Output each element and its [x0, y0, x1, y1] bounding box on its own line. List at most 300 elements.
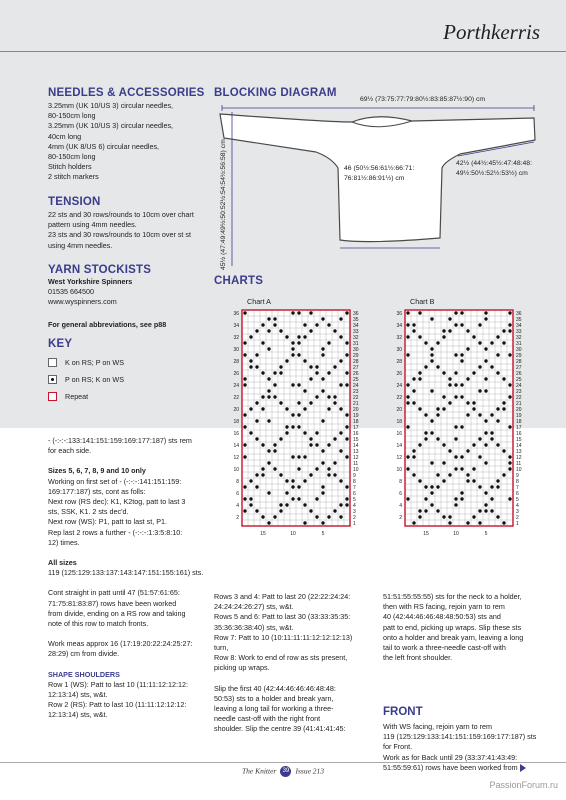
instructions-column-3: [383, 592, 523, 673]
purl-dot: [267, 491, 270, 494]
purl-dot: [496, 419, 499, 422]
purl-dot: [315, 371, 318, 374]
chart-a: [226, 308, 376, 558]
purl-dot: [291, 341, 294, 344]
row-label: 15: [353, 437, 359, 443]
row-label: 1: [353, 521, 356, 527]
row-label: 4: [516, 503, 519, 509]
yarn-heading: YARN STOCKISTS: [48, 264, 152, 276]
row-label: 4: [399, 503, 402, 509]
text-line: onto a holder and break yarn, leaving a long: [383, 632, 524, 642]
chart-a-caption: Chart A: [247, 297, 271, 306]
row-label: 29: [516, 353, 522, 359]
watermark: PassionForum.ru: [489, 780, 558, 790]
purl-dot: [406, 467, 409, 470]
purl-dot: [249, 407, 252, 410]
purl-dot: [478, 365, 481, 368]
purl-dot: [442, 479, 445, 482]
purl-dot: [448, 383, 451, 386]
purl-dot: [454, 497, 457, 500]
purl-dot: [333, 473, 336, 476]
row-label: 20: [396, 407, 402, 413]
purl-dot: [460, 383, 463, 386]
blocking-width-label: 69½ (73:75:77:79:80½:83:85:87½:90) cm: [360, 96, 486, 103]
row-label: 5: [353, 497, 356, 503]
purl-dot: [484, 419, 487, 422]
purl-dot: [406, 455, 409, 458]
purl-dot: [490, 341, 493, 344]
purl-dot: [297, 383, 300, 386]
purl-dot: [339, 479, 342, 482]
purl-dot: [460, 323, 463, 326]
red-square-icon: [48, 392, 57, 401]
purl-dot: [243, 497, 246, 500]
text-line: note of this row to match fronts.: [48, 619, 149, 629]
purl-dot: [436, 407, 439, 410]
purl-dot: [291, 497, 294, 500]
row-label: 34: [396, 323, 402, 329]
row-label: 15: [516, 437, 522, 443]
tension-line: pattern using 4mm needles.: [48, 220, 137, 230]
purl-dot: [490, 485, 493, 488]
purl-dot: [442, 461, 445, 464]
row-label: 32: [396, 335, 402, 341]
text-line: 50:53) sts to a holder and break yarn,: [214, 693, 334, 703]
row-label: 10: [396, 467, 402, 473]
magazine-name: The Knitter: [241, 766, 277, 776]
purl-dot: [273, 317, 276, 320]
purl-dot: [484, 389, 487, 392]
purl-dot: [291, 413, 294, 416]
purl-dot: [321, 347, 324, 350]
purl-dot: [424, 509, 427, 512]
row-label: 10: [353, 467, 359, 473]
purl-dot: [448, 401, 451, 404]
row-label: 30: [396, 347, 402, 353]
text-line: Work as for Back until 29 (33:37:41:43:49:: [383, 752, 518, 762]
purl-dot: [460, 425, 463, 428]
purl-dot: [472, 335, 475, 338]
purl-dot: [315, 443, 318, 446]
needles-line: Stitch holders: [48, 162, 92, 172]
purl-dot: [285, 359, 288, 362]
row-label: 30: [516, 347, 522, 353]
purl-dot: [255, 365, 258, 368]
purl-dot: [327, 395, 330, 398]
purl-dot: [321, 449, 324, 452]
row-label: 34: [233, 323, 239, 329]
purl-dot: [327, 467, 330, 470]
row-label: 17: [353, 425, 359, 431]
row-label: 9: [516, 473, 519, 479]
col-label: 5: [321, 531, 325, 537]
purl-dot: [303, 521, 306, 524]
col-label: 15: [423, 531, 429, 537]
title-divider: [0, 51, 566, 52]
purl-dot: [261, 395, 264, 398]
purl-dot: [460, 395, 463, 398]
purl-dot: [291, 479, 294, 482]
row-label: 14: [396, 443, 402, 449]
purl-dot: [436, 473, 439, 476]
purl-dot: [430, 317, 433, 320]
row-label: 13: [516, 449, 522, 455]
purl-dot: [303, 323, 306, 326]
purl-dot: [321, 317, 324, 320]
purl-dot: [436, 485, 439, 488]
row-label: 24: [233, 383, 239, 389]
row-label: 24: [396, 383, 402, 389]
purl-dot: [279, 401, 282, 404]
purl-dot: [327, 473, 330, 476]
purl-dot: [297, 335, 300, 338]
purl-dot: [297, 485, 300, 488]
purl-dot: [406, 323, 409, 326]
purl-dot: [339, 503, 342, 506]
text-line: 12) times.: [48, 537, 80, 547]
row-label: 23: [353, 389, 359, 395]
purl-dot: [243, 311, 246, 314]
purl-dot: [291, 383, 294, 386]
purl-dot: [430, 359, 433, 362]
text-line: Rows 3 and 4: Patt to last 20 (22:22:24:24:: [214, 592, 351, 601]
purl-dot: [321, 461, 324, 464]
purl-dot: [279, 473, 282, 476]
key-item: [48, 373, 124, 385]
purl-dot: [255, 509, 258, 512]
purl-dot: [243, 443, 246, 446]
purl-dot: [502, 449, 505, 452]
row-label: 33: [353, 329, 359, 335]
purl-dot: [490, 509, 493, 512]
purl-dot: [406, 395, 409, 398]
purl-dot: [291, 455, 294, 458]
needles-line: 80-150cm long: [48, 152, 96, 162]
purl-dot: [303, 407, 306, 410]
purl-dot: [285, 335, 288, 338]
text-line: Rep last 2 rows a further - (-:-:-:1:3:5:8:10:: [48, 527, 183, 537]
purl-dot: [309, 401, 312, 404]
row-label: 32: [353, 335, 359, 341]
row-label: 26: [233, 371, 239, 377]
purl-dot: [472, 371, 475, 374]
purl-dot: [309, 473, 312, 476]
purl-dot: [466, 401, 469, 404]
purl-dot: [478, 455, 481, 458]
purl-dot: [454, 503, 457, 506]
row-label: 6: [353, 491, 356, 497]
purl-dot: [412, 329, 415, 332]
text-line: shoulder. Slip the centre 39 (41:41:41:45:: [214, 724, 346, 734]
col-label: 10: [290, 531, 296, 537]
needles-line: 3.25mm (UK 10/US 3) circular needles,: [48, 101, 174, 110]
purl-dot: [333, 329, 336, 332]
purl-dot: [327, 443, 330, 446]
row-label: 31: [516, 341, 522, 347]
purl-dot: [261, 341, 264, 344]
needles-line: 3.25mm (UK 10/US 3) circular needles,: [48, 121, 174, 131]
purl-dot: [339, 407, 342, 410]
row-label: 11: [353, 461, 359, 467]
purl-dot: [412, 323, 415, 326]
purl-dot: [303, 479, 306, 482]
issue-number: Issue 213: [295, 766, 325, 776]
row-label: 35: [353, 317, 359, 323]
purl-dot: [339, 359, 342, 362]
purl-dot: [315, 497, 318, 500]
purl-dot: [454, 455, 457, 458]
row-label: 12: [353, 455, 359, 461]
purl-dot: [502, 329, 505, 332]
sizes-heading: Sizes 5, 6, 7, 8, 9 and 10 only: [48, 466, 146, 476]
purl-dot: [508, 353, 511, 356]
purl-dot: [406, 383, 409, 386]
purl-dot: [484, 509, 487, 512]
purl-dot: [430, 461, 433, 464]
purl-dot: [424, 497, 427, 500]
purl-dot: [508, 467, 511, 470]
purl-dot: [267, 389, 270, 392]
purl-dot: [418, 371, 421, 374]
purl-dot: [249, 359, 252, 362]
row-label: 34: [353, 323, 359, 329]
purl-dot: [472, 443, 475, 446]
row-label: 14: [353, 443, 359, 449]
purl-dot: [297, 401, 300, 404]
purl-dot: [279, 371, 282, 374]
purl-dot: [502, 407, 505, 410]
text-line: tail to work a three-needle cast-off with: [383, 643, 506, 653]
needles-line: 80-150cm long: [48, 111, 96, 121]
purl-dot: [430, 485, 433, 488]
purl-dot: [327, 407, 330, 410]
purl-dot: [285, 425, 288, 428]
row-label: 2: [353, 515, 356, 521]
row-label: 20: [233, 407, 239, 413]
purl-dot: [454, 371, 457, 374]
purl-dot: [496, 353, 499, 356]
purl-dot: [345, 503, 348, 506]
purl-dot: [345, 455, 348, 458]
purl-dot: [309, 365, 312, 368]
key-label: Repeat: [65, 391, 89, 401]
chart-b-caption: Chart B: [410, 297, 435, 306]
purl-dot: [442, 443, 445, 446]
empty-square-icon: [48, 358, 57, 367]
tension-text: [48, 210, 194, 251]
yarn-text: [48, 277, 132, 308]
text-line: Slip the first 40 (42:44:46:46:46:48:48:: [214, 683, 336, 693]
text-line: 24:24:24:26:27) sts, w&t.: [214, 602, 294, 612]
needles-heading: NEEDLES & ACCESSORIES: [48, 87, 205, 99]
purl-dot: [303, 455, 306, 458]
purl-dot: [496, 485, 499, 488]
purl-dot: [406, 353, 409, 356]
purl-dot: [255, 401, 258, 404]
row-label: 34: [516, 323, 522, 329]
page-number: 39: [280, 766, 291, 777]
purl-dot: [508, 311, 511, 314]
purl-dot: [406, 401, 409, 404]
purl-dot: [466, 377, 469, 380]
row-label: 24: [516, 383, 522, 389]
purl-dot: [454, 383, 457, 386]
purl-dot: [243, 377, 246, 380]
purl-dot: [261, 371, 264, 374]
purl-dot: [345, 311, 348, 314]
purl-dot: [321, 353, 324, 356]
text-line: Work meas approx 16 (17:19:20:22:24:25:27:: [48, 639, 193, 649]
row-label: 6: [516, 491, 519, 497]
yarn-website[interactable]: www.wyspinners.com: [48, 297, 117, 307]
purl-dot: [315, 431, 318, 434]
purl-dot: [315, 467, 318, 470]
row-label: 16: [233, 431, 239, 437]
row-label: 7: [516, 485, 519, 491]
row-label: 14: [516, 443, 522, 449]
purl-dot: [502, 473, 505, 476]
blocking-heading: BLOCKING DIAGRAM: [214, 87, 337, 99]
purl-dot: [339, 335, 342, 338]
purl-dot: [321, 389, 324, 392]
chart-b: [389, 308, 539, 558]
purl-dot: [406, 425, 409, 428]
row-label: 36: [233, 311, 239, 317]
purl-dot: [261, 407, 264, 410]
purl-dot: [418, 479, 421, 482]
purl-dot: [412, 377, 415, 380]
row-label: 11: [516, 461, 522, 467]
row-label: 29: [353, 353, 359, 359]
purl-dot: [484, 503, 487, 506]
purl-dot: [490, 437, 493, 440]
purl-dot: [273, 323, 276, 326]
purl-dot: [466, 449, 469, 452]
tension-line: using 4mm needles.: [48, 240, 113, 250]
purl-dot: [496, 443, 499, 446]
text-line: Rows 5 and 6: Patt to last 30 (33:33:35:35:: [214, 612, 351, 622]
text-line: Next row (RS dec): K1, K2tog, patt to last 3: [48, 497, 186, 507]
key-label: K on RS; P on WS: [65, 357, 124, 367]
row-label: 31: [353, 341, 359, 347]
front-heading: FRONT: [383, 706, 423, 718]
text-line: patt to end, picking up wraps. Slip these sts: [383, 622, 522, 632]
purl-dot: [255, 419, 258, 422]
purl-dot: [466, 413, 469, 416]
purl-dot: [243, 353, 246, 356]
purl-dot: [508, 329, 511, 332]
purl-dot: [339, 431, 342, 434]
row-label: 25: [516, 377, 522, 383]
purl-dot: [327, 371, 330, 374]
blocking-length-label: 45½ (47:49:49½:50:52½:54:54½:56:58) cm: [220, 139, 227, 270]
purl-dot: [484, 377, 487, 380]
purl-dot: [261, 323, 264, 326]
text-line: the left front shoulder.: [383, 653, 453, 663]
purl-dot: [297, 425, 300, 428]
purl-dot: [430, 431, 433, 434]
tension-line: 22 sts and 30 rows/rounds to 10cm over chart: [48, 210, 194, 219]
purl-dot: [466, 479, 469, 482]
purl-dot: [267, 461, 270, 464]
text-line: Row 7: Patt to 10 (10:11:11:11:12:12:12:13): [214, 632, 353, 642]
purl-dot: [297, 497, 300, 500]
purl-dot: [448, 515, 451, 518]
text-line: turn,: [214, 643, 229, 653]
footer: [0, 766, 566, 777]
purl-dot: [285, 431, 288, 434]
text-line: 119 (125:129:133:141:151:159:169:177:187) sts: [383, 732, 537, 742]
purl-dot: [454, 395, 457, 398]
row-label: 16: [396, 431, 402, 437]
text-line: leaving a long tail for working a three-: [214, 704, 334, 714]
purl-dot: [478, 485, 481, 488]
purl-dot: [496, 371, 499, 374]
purl-dot: [478, 389, 481, 392]
purl-dot: [466, 347, 469, 350]
needles-list: [48, 101, 173, 183]
row-label: 3: [353, 509, 356, 515]
blocking-hem-label-b: 76:81½:86:91½) cm: [344, 175, 405, 182]
purl-dot: [508, 323, 511, 326]
row-label: 18: [353, 419, 359, 425]
purl-dot: [315, 515, 318, 518]
purl-dot: [297, 467, 300, 470]
charts-heading: CHARTS: [214, 275, 264, 287]
needles-line: 4mm (UK 8/US 6) circular needles,: [48, 141, 160, 151]
purl-dot: [424, 431, 427, 434]
instructions-column-1: [48, 436, 203, 731]
purl-dot: [321, 419, 324, 422]
purl-dot: [430, 353, 433, 356]
purl-dot: [412, 521, 415, 524]
purl-dot: [418, 509, 421, 512]
purl-dot: [448, 329, 451, 332]
text-line: 35:36:36:38:40) sts, w&t.: [214, 622, 294, 632]
text-line: Cont straight in patt until 47 (51:57:61:65:: [48, 588, 180, 598]
purl-dot: [345, 425, 348, 428]
purl-dot: [478, 323, 481, 326]
purl-dot: [267, 317, 270, 320]
purl-dot: [291, 311, 294, 314]
purl-dot: [249, 335, 252, 338]
purl-dot: [496, 335, 499, 338]
purl-dot: [418, 311, 421, 314]
purl-dot: [327, 323, 330, 326]
purl-dot: [267, 347, 270, 350]
purl-dot: [454, 467, 457, 470]
purl-dot: [243, 413, 246, 416]
purl-dot: [484, 461, 487, 464]
row-label: 9: [353, 473, 356, 479]
purl-dot: [279, 329, 282, 332]
purl-dot: [267, 395, 270, 398]
purl-dot: [249, 431, 252, 434]
purl-dot: [460, 353, 463, 356]
purl-dot: [321, 377, 324, 380]
row-label: 27: [516, 365, 522, 371]
purl-dot: [261, 473, 264, 476]
all-sizes-heading: All sizes: [48, 558, 77, 568]
purl-dot: [333, 395, 336, 398]
row-label: 16: [353, 431, 359, 437]
purl-dot: [484, 317, 487, 320]
row-label: 13: [353, 449, 359, 455]
yarn-stockist-name: West Yorkshire Spinners: [48, 277, 133, 286]
purl-dot: [279, 437, 282, 440]
purl-dot: [339, 317, 342, 320]
purl-dot: [424, 413, 427, 416]
